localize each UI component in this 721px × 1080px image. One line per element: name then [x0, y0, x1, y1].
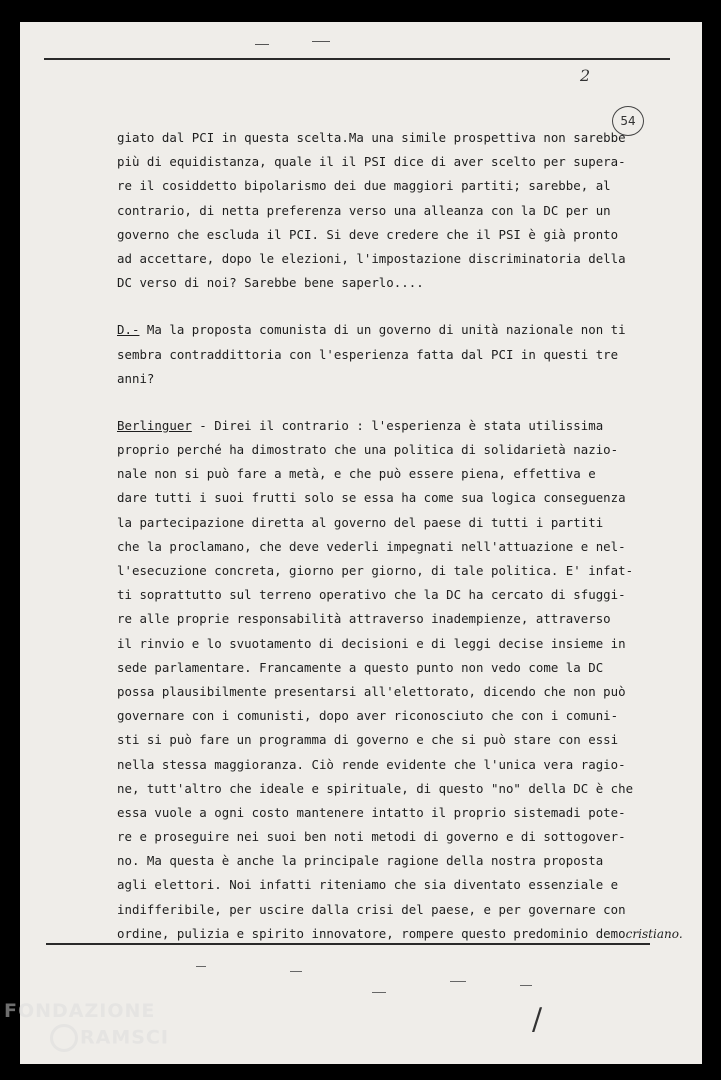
typed-text [117, 126, 683, 946]
text-line: - Direi il contrario : l'esperienza è stata utilissima [191, 417, 604, 433]
watermark-logo [4, 1000, 169, 1052]
text-line: re e proseguire nei suoi ben noti metodi di governo e di sottogover- [117, 829, 626, 845]
text-line: sti si può fare un programma di governo e che si può stare con essi [117, 732, 619, 748]
handwritten-annotation: cristiano. [625, 926, 683, 941]
text-line: agli elettori. Noi infatti riteniamo che sia diventato essenziale e [117, 877, 619, 893]
top-rule [44, 58, 670, 60]
bottom-mark [290, 971, 302, 972]
text-line: governo che escluda il PCI. Si deve credere che il PSI è già pronto [117, 226, 619, 242]
text-line: indifferibile, per uscire dalla crisi del paese, e per governare con [117, 901, 626, 917]
text-line: re il cosiddetto bipolarismo dei due maggiori partiti; sarebbe, al [117, 178, 611, 194]
text-line: dare tutti i suoi frutti solo se essa ha come sua logica conseguenza [117, 490, 626, 506]
text-line: contrario, di netta preferenza verso una alleanza con la DC per un [117, 202, 611, 218]
text-line: governare con i comunisti, dopo aver riconosciuto che con i comuni- [117, 708, 619, 724]
text-line: l'esecuzione concreta, giorno per giorno, di tale politica. E' infat- [117, 563, 634, 578]
page-number: 2 [580, 66, 591, 85]
top-mark [255, 44, 269, 45]
text-line: possa plausibilmente presentarsi all'elettorato, dicendo che non può [117, 683, 626, 699]
text-line: re alle proprie responsabilità attraverso inadempienze, attraverso [117, 611, 611, 627]
watermark-line: RAMSCI [80, 1026, 169, 1049]
text-line: il rinvio e lo svuotamento di decisioni e di leggi decise insieme in [117, 635, 626, 651]
top-mark [312, 41, 330, 42]
text-line: DC verso di noi? Sarebbe bene saperlo.... [117, 275, 424, 291]
text-line: ne, tutt'altro che ideale e spirituale, di questo "no" della DC è che [117, 780, 634, 796]
text-line: ordine, pulizia e spirito innovatore, rompere questo predominio demo [117, 925, 626, 941]
text-line: ad accettare, dopo le elezioni, l'impostazione discriminatoria della [117, 250, 626, 266]
bottom-mark [372, 992, 386, 993]
text-line: Ma la proposta comunista di un governo di unità nazionale non ti [139, 322, 626, 338]
watermark-line2 [50, 1024, 169, 1052]
text-line: giato dal PCI in questa scelta.Ma una simile prospettiva non sarebbe [117, 130, 626, 145]
question-first-line [117, 318, 626, 342]
text-line: proprio perché ha dimostrato che una politica di solidarietà nazio- [117, 442, 619, 458]
text-line: che la proclamano, che deve vederli impegnati nell'attuazione e nel- [117, 538, 626, 554]
speaker-name: Berlinguer [117, 417, 192, 433]
text-line: sede parlamentare. Francamente a questo punto non vedo come la DC [117, 659, 604, 675]
watermark-g-icon [50, 1024, 78, 1052]
pen-mark: / [532, 1002, 543, 1037]
text-line: anni? [117, 370, 155, 386]
text-line: più di equidistanza, quale il il PSI dice di aver scelto per supera- [117, 154, 626, 170]
answer-first-line [117, 414, 604, 438]
text-line: nella stessa maggioranza. Ciò rende evidente che l'unica vera ragio- [117, 756, 626, 772]
question-label: D.- [117, 322, 140, 338]
bottom-mark [520, 985, 532, 986]
text-line: nale non si può fare a metà, e che può essere piena, effettiva e [117, 466, 596, 482]
text-line: la partecipazione diretta al governo del paese di tutti i partiti [117, 514, 604, 530]
text-line: no. Ma questa è anche la principale ragione della nostra proposta [117, 853, 604, 869]
bottom-mark [450, 981, 466, 982]
archive-stamp-number: 54 [612, 106, 644, 136]
text-line: ti soprattutto sul terreno operativo che la DC ha cercato di sfuggi- [117, 587, 626, 603]
text-line: sembra contraddittoria con l'esperienza fatta dal PCI in questi tre [117, 346, 619, 362]
watermark-line: FONDAZIONE [4, 1000, 156, 1022]
bottom-rule [46, 943, 650, 945]
text-line: essa vuole a ogni costo mantenere intatto il proprio sistemadi pote- [117, 804, 626, 820]
bottom-mark [196, 966, 206, 967]
